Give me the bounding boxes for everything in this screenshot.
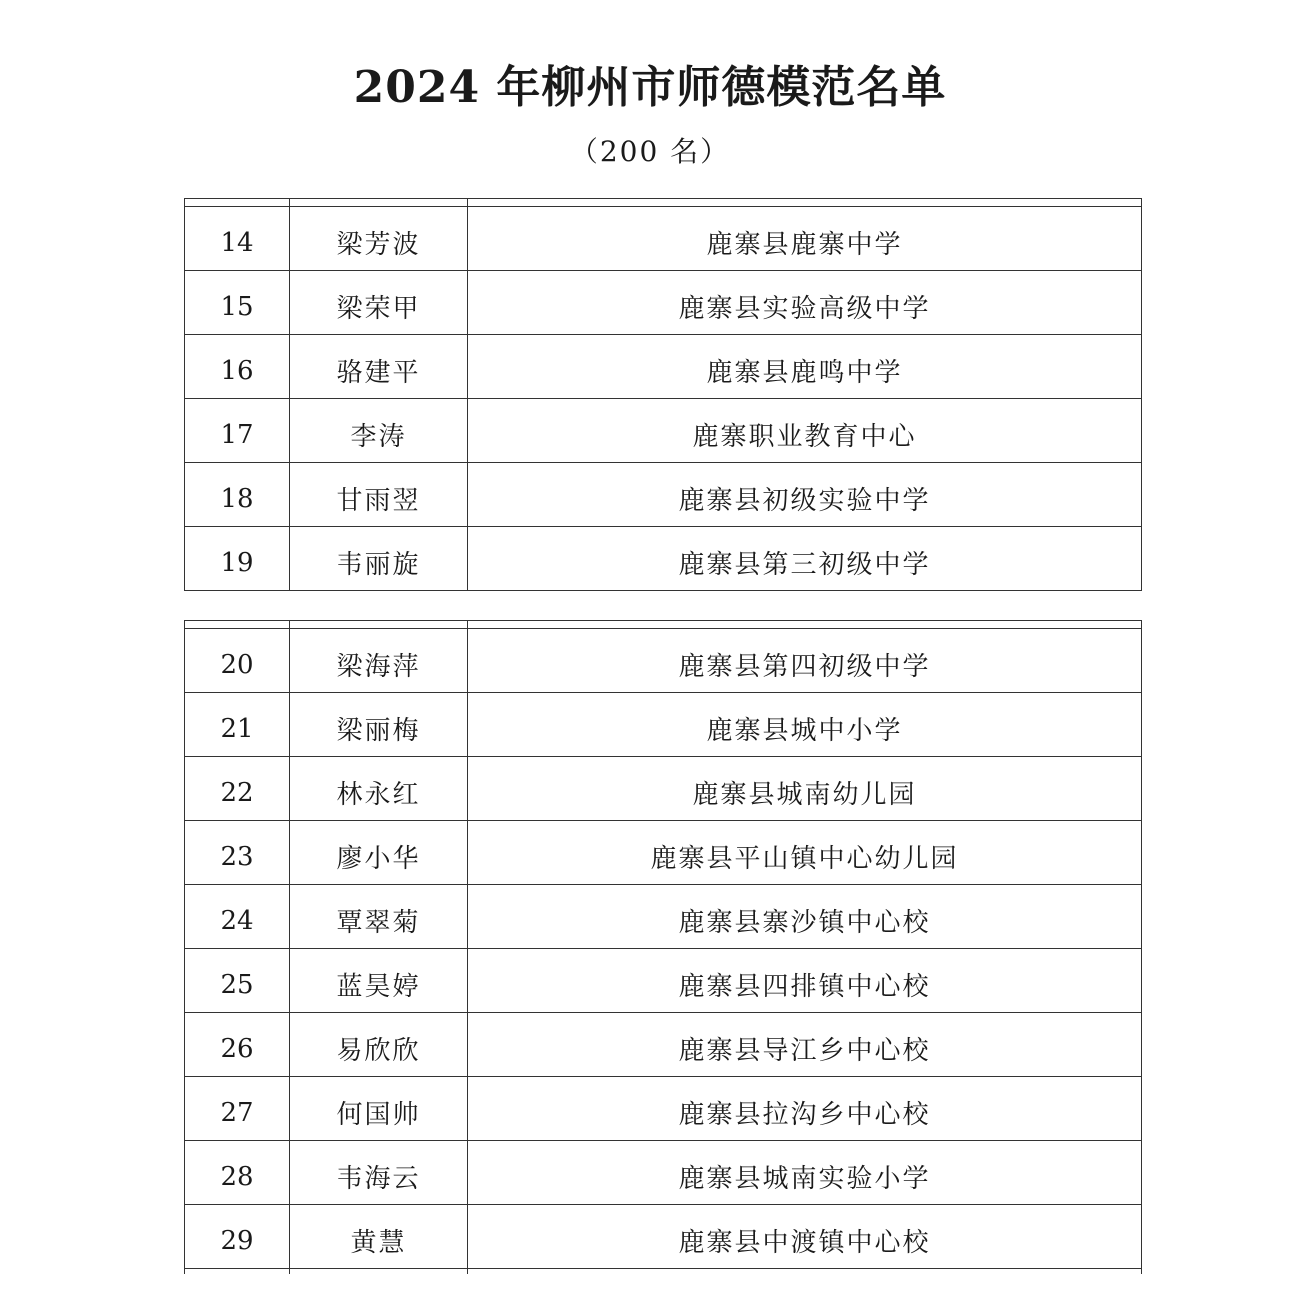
table-row <box>185 206 1141 270</box>
row-number: 24 <box>185 885 290 948</box>
table-row <box>185 1140 1141 1204</box>
teacher-name: 梁海萍 <box>290 629 468 692</box>
row-number: 22 <box>185 757 290 820</box>
school-name: 鹿寨县中渡镇中心校 <box>678 1228 931 1258</box>
teacher-name: 易欣欣 <box>290 1013 468 1076</box>
teacher-name: 蓝昊婷 <box>290 949 468 1012</box>
table-row <box>185 334 1141 398</box>
row-number: 29 <box>185 1205 290 1268</box>
table-row <box>185 628 1141 692</box>
school-name: 鹿寨县城南实验小学 <box>678 1164 931 1194</box>
teacher-name: 李涛 <box>290 399 468 462</box>
table-row <box>185 1076 1141 1140</box>
teacher-name: 甘雨翌 <box>290 463 468 526</box>
table-row <box>185 820 1141 884</box>
row-number: 26 <box>185 1013 290 1076</box>
school-name: 鹿寨县鹿寨中学 <box>706 230 903 260</box>
row-number: 17 <box>185 399 290 462</box>
school-name: 鹿寨职业教育中心 <box>692 422 917 452</box>
school-name: 鹿寨县拉沟乡中心校 <box>678 1100 931 1130</box>
table-row <box>185 526 1141 590</box>
row-number: 28 <box>185 1141 290 1204</box>
teacher-name: 韦丽旋 <box>290 527 468 590</box>
teacher-name: 梁丽梅 <box>290 693 468 756</box>
school-name: 鹿寨县导江乡中心校 <box>678 1036 931 1066</box>
table-row <box>185 884 1141 948</box>
row-number: 15 <box>185 271 290 334</box>
row-number: 27 <box>185 1077 290 1140</box>
row-number: 20 <box>185 629 290 692</box>
honor-table-part-1 <box>184 198 1142 591</box>
table-row <box>185 756 1141 820</box>
teacher-name: 覃翠菊 <box>290 885 468 948</box>
school-name: 鹿寨县第四初级中学 <box>678 652 931 682</box>
table-row <box>185 1204 1141 1268</box>
school-name: 鹿寨县城南幼儿园 <box>692 780 917 810</box>
table-row <box>185 270 1141 334</box>
table-row <box>185 398 1141 462</box>
school-name: 鹿寨县四排镇中心校 <box>678 972 931 1002</box>
school-name: 鹿寨县第三初级中学 <box>678 550 931 580</box>
school-name: 鹿寨县平山镇中心幼儿园 <box>650 844 959 874</box>
row-number: 25 <box>185 949 290 1012</box>
teacher-name: 林永红 <box>290 757 468 820</box>
table-top-edge <box>185 620 1141 628</box>
teacher-name: 廖小华 <box>290 821 468 884</box>
row-number: 16 <box>185 335 290 398</box>
teacher-name: 黄慧 <box>290 1205 468 1268</box>
school-name: 鹿寨县初级实验中学 <box>678 486 931 516</box>
table-bottom-edge <box>185 1268 1141 1274</box>
honor-table-part-2 <box>184 620 1142 1274</box>
row-number: 21 <box>185 693 290 756</box>
table-row <box>185 692 1141 756</box>
teacher-name: 梁芳波 <box>290 207 468 270</box>
teacher-name: 韦海云 <box>290 1141 468 1204</box>
teacher-name: 骆建平 <box>290 335 468 398</box>
table-row <box>185 948 1141 1012</box>
page-subtitle: （200 名） <box>569 135 731 168</box>
school-name: 鹿寨县实验高级中学 <box>678 294 931 324</box>
teacher-name: 何国帅 <box>290 1077 468 1140</box>
school-name: 鹿寨县寨沙镇中心校 <box>678 908 931 938</box>
table-row <box>185 462 1141 526</box>
teacher-name: 梁荣甲 <box>290 271 468 334</box>
row-number: 19 <box>185 527 290 590</box>
table-row <box>185 1012 1141 1076</box>
table-top-edge <box>185 198 1141 206</box>
row-number: 14 <box>185 207 290 270</box>
row-number: 23 <box>185 821 290 884</box>
school-name: 鹿寨县鹿鸣中学 <box>706 358 903 388</box>
page-title: 2024 年柳州市师德模范名单 <box>353 62 947 113</box>
row-number: 18 <box>185 463 290 526</box>
school-name: 鹿寨县城中小学 <box>706 716 903 746</box>
